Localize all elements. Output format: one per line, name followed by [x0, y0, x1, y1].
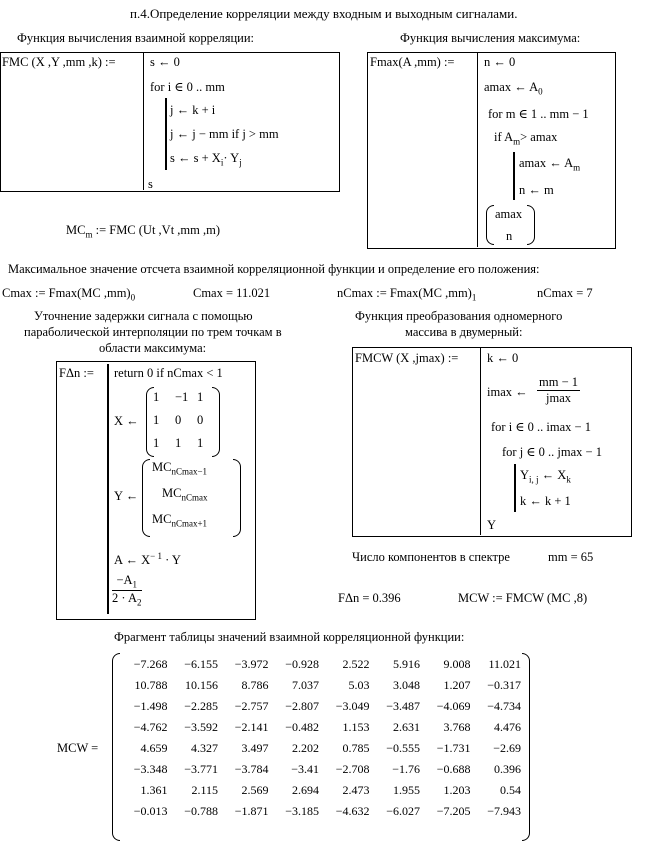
table-cell: −2.757: [234, 699, 269, 713]
table-cell: 4.476: [494, 720, 521, 734]
fmcw-caption-1: Функция преобразования одномерного: [355, 309, 563, 323]
mcw-label: MCW =: [57, 741, 99, 755]
fmax-program-divider: [477, 53, 478, 247]
table-cell: −1.76: [392, 762, 420, 776]
table-cell: −7.268: [133, 657, 168, 671]
fmax-caption: Функция вычисления максимума:: [400, 31, 581, 45]
table-cell: −3.185: [285, 804, 319, 818]
table-cell: 2.522: [342, 657, 370, 671]
fdn-caption-3: области максимума:: [99, 341, 207, 355]
table-cell: −2.69: [493, 741, 521, 755]
table-cell: 11.021: [488, 657, 521, 671]
table-cell: −0.688: [436, 762, 471, 776]
fmcw-imax-lhs: imax ←: [487, 385, 528, 399]
fmcw-line-3: for i ∈ 0 .. imax − 1: [491, 420, 591, 434]
table-cell: −3.972: [234, 657, 269, 671]
max-caption: Максимальное значение отсчета взаимной корреляционной функции и определение его положения:: [8, 262, 540, 276]
fmc-line-3: j ← k + i: [170, 103, 216, 117]
fmax-line-6: n ← m: [519, 183, 554, 197]
fmcw-function-box: [352, 347, 632, 537]
table-cell: −4.762: [133, 720, 168, 734]
y-vector-cell: $MC_{nCmax+1}$: [152, 512, 208, 529]
table-row: [117, 738, 521, 759]
fmc-signature: FMC (X ,Y ,mm ,k) :=: [2, 55, 116, 69]
table-cell: −6.155: [184, 657, 218, 671]
table-cell: 2.202: [292, 741, 319, 755]
table-cell: −0.555: [386, 741, 420, 755]
table-cell: −4.632: [335, 804, 370, 818]
table-cell: 1.955: [393, 783, 420, 797]
table-cell: −2.285: [184, 699, 218, 713]
table-cell: 7.037: [292, 678, 319, 692]
x-matrix-cell: 1: [175, 436, 182, 450]
table-cell: −3.41: [291, 762, 319, 776]
table-cell: −2.708: [335, 762, 370, 776]
fmcw-return: Y: [487, 518, 497, 532]
table-cell: 1.153: [342, 720, 370, 734]
table-caption: Фрагмент таблицы значений взаимной корреляционной функции:: [114, 630, 465, 644]
mcw-definition: MCW := FMCW (MC ,8): [458, 591, 588, 605]
x-matrix-right-paren: [212, 387, 220, 457]
table-cell: 1.203: [443, 783, 471, 797]
fdn-line-1: return 0 if nCmax < 1: [114, 366, 223, 380]
cmax-definition: Cmax := Fmax(MC $,mm)_0$: [2, 286, 136, 303]
table-row: [117, 654, 521, 675]
table-row: [117, 801, 521, 822]
x-matrix-cell: 0: [197, 413, 204, 427]
fmc-line-1: s ← 0: [150, 55, 180, 69]
fmcw-signature: FMCW (X ,jmax) :=: [355, 351, 459, 365]
fmax-line-5: amax ← $A_m$: [519, 156, 581, 173]
table-cell: −1.498: [133, 699, 168, 713]
table-cell: 3.048: [393, 678, 420, 692]
table-cell: 1.207: [443, 678, 471, 692]
components-label: Число компонентов в спектре: [352, 550, 510, 564]
ncmax-value: nCmax = 7: [537, 286, 593, 300]
fmc-loop-bar: [165, 98, 167, 170]
x-matrix-cell: 1: [197, 436, 204, 450]
fmcw-program-divider: [480, 348, 481, 535]
fmc-line-5: s ← $s + X_i\cdot Y_j$: [170, 151, 242, 168]
table-row: [117, 717, 521, 738]
fdn-program-bar: [107, 364, 109, 614]
table-cell: 3.768: [443, 720, 471, 734]
table-cell: 2.569: [241, 783, 269, 797]
fmax-vector-amax: amax: [495, 207, 523, 221]
y-vector-left-paren: [142, 459, 150, 537]
y-vector-cell: $MC_{nCmax-1}$: [152, 460, 208, 477]
table-cell: −7.205: [436, 804, 471, 818]
mc-definition: $MC_m$ := FMC (Ut ,Vt ,mm ,m): [66, 223, 221, 240]
mcw-matrix: [117, 654, 521, 822]
ncmax-definition: nCmax := Fmax(MC $,mm)_1$: [337, 286, 477, 303]
cmax-value: Cmax = 11.021: [193, 286, 271, 300]
table-cell: −3.348: [133, 762, 168, 776]
x-matrix-cell: 1: [153, 436, 160, 450]
table-cell: −4.069: [436, 699, 471, 713]
fmc-caption: Функция вычисления взаимной корреляции:: [17, 31, 255, 45]
table-cell: −2.141: [234, 720, 269, 734]
fdn-caption-1: Уточнение задержки сигнала с помощью: [34, 309, 253, 323]
table-cell: 1.361: [140, 783, 168, 797]
fdn-signature: FΔn :=: [59, 366, 94, 380]
fmax-vector-left-paren: [486, 205, 494, 245]
table-cell: −1.731: [436, 741, 471, 755]
table-cell: −1.871: [234, 804, 269, 818]
table-cell: −0.928: [285, 657, 319, 671]
table-cell: 2.631: [393, 720, 420, 734]
table-cell: 10.156: [185, 678, 218, 692]
table-cell: 2.694: [292, 783, 319, 797]
table-row: [117, 780, 521, 801]
table-cell: −3.592: [184, 720, 218, 734]
table-cell: −0.317: [487, 678, 521, 692]
x-matrix-cell: 1: [153, 390, 160, 404]
table-cell: −3.487: [386, 699, 420, 713]
page-title: п.4.Определение корреляции между входным и выходным сигналами.: [130, 6, 518, 21]
fmax-line-4: if $A_m> amax$: [494, 130, 558, 147]
x-matrix-cell: 1: [197, 390, 204, 404]
table-cell: 5.916: [393, 657, 420, 671]
fmcw-loop-bar: [514, 464, 516, 512]
components-value: mm = 65: [548, 550, 594, 564]
table-cell: −2.807: [285, 699, 319, 713]
fmcw-line-5: $Y_{i, j}$ ← $X_k$: [520, 468, 571, 485]
fdn-a-assign: A ← $X^{- 1} \cdot Y$: [114, 551, 181, 568]
table-row: [117, 759, 521, 780]
fmc-return: s: [148, 177, 153, 191]
fdn-x-assign: X ←: [114, 414, 139, 428]
fmc-line-4: j ← j − mm if j > mm: [170, 127, 279, 141]
table-cell: 0.54: [500, 783, 521, 797]
table-cell: 0.396: [494, 762, 521, 776]
fmax-if-bar: [513, 152, 515, 200]
table-cell: −3.771: [184, 762, 218, 776]
fmax-signature: Fmax(A ,mm) :=: [370, 55, 455, 69]
table-cell: −4.734: [487, 699, 521, 713]
table-row: [117, 696, 521, 717]
fmcw-line-4: for j ∈ 0 .. jmax − 1: [502, 445, 602, 459]
fmc-line-2: for i ∈ 0 .. mm: [150, 80, 225, 94]
y-vector-cell: $MC_{nCmax}$: [162, 486, 208, 503]
table-cell: 4.327: [191, 741, 218, 755]
mcw-right-paren: [522, 653, 530, 841]
fmax-line-2: amax ← $A_0$: [484, 80, 543, 97]
fmcw-line-1: k ← 0: [487, 351, 519, 365]
fmax-line-1: n ← 0: [484, 55, 516, 69]
fmax-line-3: for m ∈ 1 .. mm − 1: [488, 107, 589, 121]
y-vector-right-paren: [233, 459, 241, 537]
table-cell: 4.659: [140, 741, 168, 755]
table-cell: 5.03: [348, 678, 370, 692]
table-cell: 8.786: [241, 678, 269, 692]
fmc-function-box: [0, 52, 340, 192]
x-matrix-cell: 0: [175, 413, 182, 427]
table-cell: 3.497: [241, 741, 269, 755]
table-cell: −7.943: [487, 804, 521, 818]
fdn-value: FΔn = 0.396: [338, 591, 401, 605]
table-cell: 2.473: [342, 783, 370, 797]
table-cell: −6.027: [386, 804, 420, 818]
fmcw-caption-2: массива в двумерный:: [405, 325, 523, 339]
x-matrix-cell: 1: [153, 413, 160, 427]
table-row: [117, 675, 521, 696]
table-cell: 10.788: [134, 678, 168, 692]
table-cell: −0.788: [184, 804, 218, 818]
fdn-return-fraction: $\frac{-A_1}{2 \cdot A_2}$: [112, 573, 142, 607]
fmc-program-divider: [143, 53, 144, 190]
fmcw-line-6: k ← k + 1: [520, 494, 571, 508]
table-cell: −3.049: [335, 699, 370, 713]
x-matrix-cell: −1: [175, 390, 189, 404]
fdn-y-assign: Y ←: [114, 489, 139, 503]
fmax-vector-n: n: [506, 229, 513, 243]
table-cell: 2.115: [191, 783, 218, 797]
fdn-caption-2: параболической интерполяции по трем точкам в: [24, 325, 282, 339]
table-cell: 0.785: [342, 741, 370, 755]
table-cell: −0.482: [285, 720, 319, 734]
table-cell: 9.008: [443, 657, 471, 671]
table-cell: −0.013: [133, 804, 168, 818]
fmcw-imax-fraction: mm − 1 jmax: [539, 375, 578, 405]
fmax-vector-right-paren: [527, 205, 535, 245]
table-cell: −3.784: [234, 762, 269, 776]
